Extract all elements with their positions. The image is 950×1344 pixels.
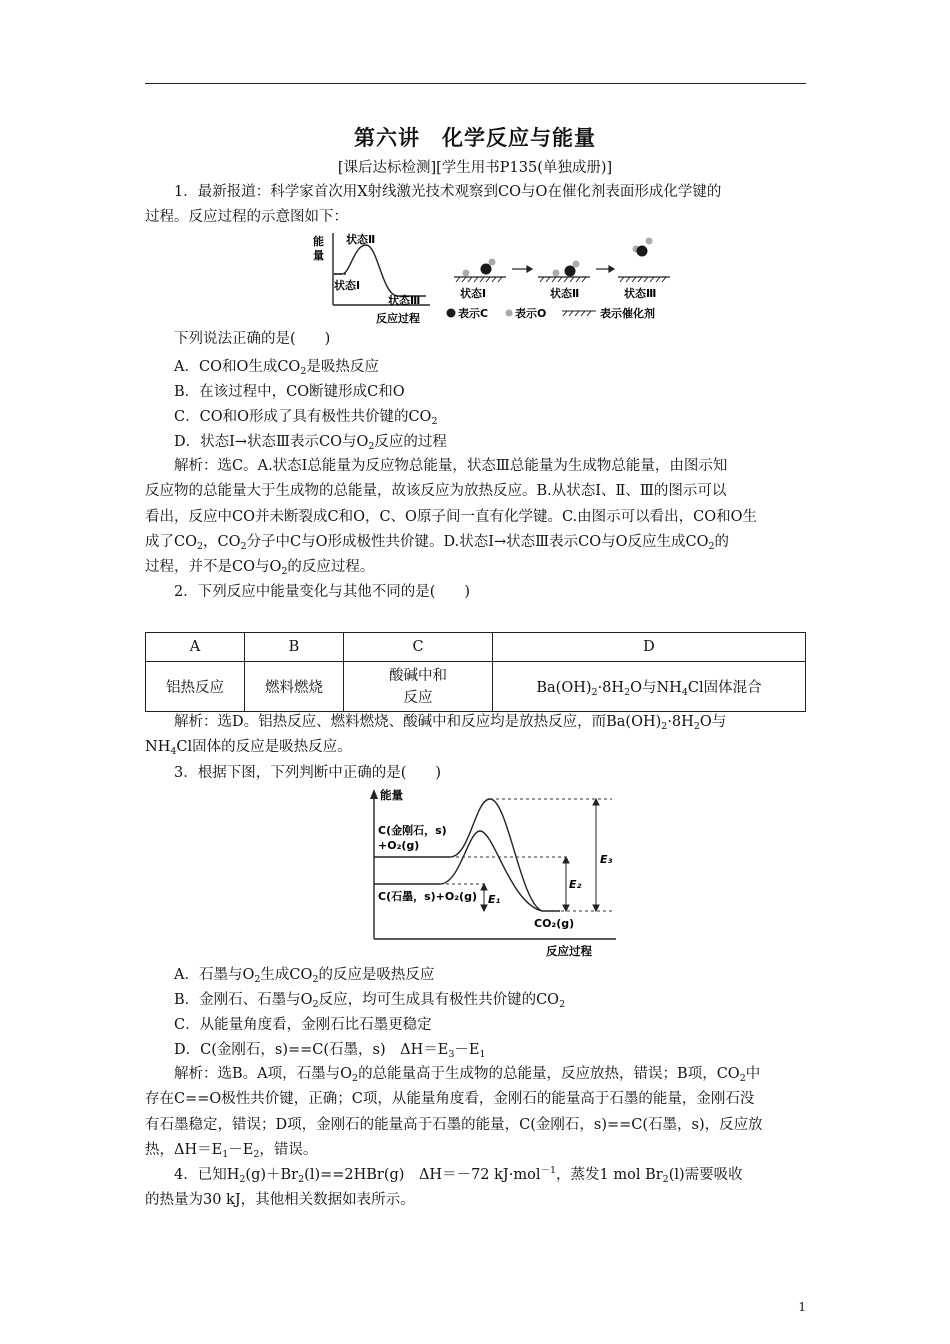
table-header-cell: C	[344, 633, 493, 662]
q1-o-atom	[489, 259, 496, 266]
q1-ask: 下列说法正确的是( )	[174, 331, 331, 347]
q1-o-atom	[646, 238, 653, 245]
q3-figure	[370, 787, 620, 961]
table-cell: 铝热反应	[146, 662, 245, 712]
table-header-cell: B	[245, 633, 344, 662]
q3-fig-x-label: 反应过程	[546, 944, 592, 958]
q4-stem: 4．已知$H_2(g)+Br_2(l)==2HBr(g)$ ΔH＝－72 kJ·mol$^{-1}$，蒸发1 mol $Br_2(l)$需要吸收 的热量为30 kJ，其他相关数据如表所示。	[145, 1165, 743, 1209]
q1-o-atom	[553, 270, 560, 277]
q1-option-b: B．在该过程中，CO断键形成C和O	[174, 384, 405, 400]
q3-fig-y-label: 能量	[380, 788, 403, 802]
q3-option-c: C．从能量角度看，金刚石比石墨更稳定	[174, 1017, 432, 1033]
q1-fig-state2-label: 状态Ⅱ	[346, 233, 376, 246]
legend-c-label: 表示C	[458, 307, 489, 320]
table-cell: 燃料燃烧	[245, 662, 344, 712]
q1-panel-label: 状态Ⅰ	[460, 287, 487, 300]
q3-fig-product-label: CO₂(g)	[534, 917, 575, 930]
q3-fig-e1-label: E₁	[488, 893, 501, 906]
page-number: 1	[798, 1300, 806, 1314]
q3-option-a: A．石墨与$O_2$生成$CO_2$的反应是吸热反应	[174, 967, 435, 985]
legend-c-icon	[447, 309, 456, 318]
legend-o-icon	[506, 310, 513, 317]
q1-stem: 1．最新报道：科学家首次用X射线激光技术观察到CO与O在催化剂表面形成化学键的 过程。反应过程的示意图如下：	[145, 184, 722, 226]
q1-option-d: D．状态Ⅰ→状态Ⅲ表示CO与$O_2$反应的过程	[174, 434, 447, 452]
q1-analysis: 解析：选C。A.状态Ⅰ总能量为反应物总能量，状态Ⅲ总能量为生成物总能量，由图示知 反应物的总能量大于生成物的总能量，故该反应为放热反应。B.从状态Ⅰ、Ⅱ、Ⅲ的图示可以 看出，反应中CO并未断裂成C和O，C、O原子间一直有化学键。C.由图示可以看出，CO和O生 成了$CO_2$，$CO_2$分子中C与O形成极性共价键。D.状态Ⅰ→状态Ⅲ表示CO与O反应生成$CO_2$的 过程，并不是CO与$O_2$的反应过程。	[145, 458, 757, 578]
legend-o-label: 表示O	[515, 307, 547, 320]
q1-c-atom	[481, 264, 492, 275]
q3-fig-graphite-label: C(石墨，s)+O₂(g)	[378, 890, 477, 903]
page-subtitle: [课后达标检测][学生用书P135(单独成册)]	[337, 160, 613, 176]
table-header-cell: D	[493, 633, 806, 662]
q1-c-atom	[565, 266, 576, 277]
q1-panel-label: 状态Ⅱ	[550, 287, 580, 300]
q1-fig-y-label-2: 量	[313, 249, 324, 262]
q1-o-atom	[573, 261, 580, 268]
q1-fig-x-label: 反应过程	[376, 312, 420, 325]
q1-fig-state1-label: 状态Ⅰ	[334, 279, 361, 292]
q2-table	[145, 632, 806, 712]
q3-fig-e2-label: E₂	[569, 878, 582, 891]
q1-panel-label: 状态Ⅲ	[624, 287, 657, 300]
q1-fig-y-label-1: 能	[313, 235, 324, 248]
q3-fig-diamond-label-2: +O₂(g)	[378, 839, 420, 852]
table-header-cell: A	[146, 633, 245, 662]
q1-option-c: C．CO和O形成了具有极性共价键的$CO_2$	[174, 409, 438, 427]
q2-analysis: 解析：选D。铝热反应、燃料燃烧、酸碱中和反应均是放热反应，而$Ba(OH)_2\cdot 8H_2O$与 $NH_4Cl$固体的反应是吸热反应。	[145, 714, 727, 758]
q3-fig-e3-label: E₃	[600, 853, 613, 866]
table-row	[146, 662, 806, 712]
q1-o-atom	[463, 270, 470, 277]
q3-fig-diamond-label: C(金刚石，s)	[378, 824, 447, 837]
q1-c-atom	[637, 246, 648, 257]
q1-option-a: A．CO和O生成$CO_2$是吸热反应	[174, 359, 379, 377]
table-header-row	[146, 633, 806, 662]
q3-analysis: 解析：选B。A项，石墨与$O_2$的总能量高于生成物的总能量，反应放热，错误；B项，$CO_2$中 存在C==O极性共价键，正确；C项，从能量角度看，金刚石的能量高于石墨的能量，金刚石没 有石墨稳定，错误；D项，金刚石的能量高于石墨的能量，C(金刚石，s)==C(石墨，s)，反应放 热，$\Delta H=E_1-E_2$，错误。	[145, 1066, 763, 1160]
q3-option-b: B．金刚石、石墨与$O_2$反应，均可生成具有极性共价键的$CO_2$	[174, 992, 566, 1010]
header-rule	[145, 83, 806, 84]
q1-fig-state3-label: 状态Ⅲ	[388, 294, 421, 307]
q3-stem: 3．根据下图，下列判断中正确的是( )	[174, 765, 442, 781]
table-cell: $Ba(OH)_2\cdot 8H_2O$与$NH_4Cl$固体混合	[493, 662, 806, 712]
table-cell: 酸碱中和 反应	[344, 662, 493, 712]
q1-figure	[310, 229, 690, 325]
q3-option-d: D．C(金刚石，s)==C(石墨，s) $\Delta H=E_3-E_1$	[174, 1042, 486, 1060]
q2-stem: 2．下列反应中能量变化与其他不同的是( )	[174, 584, 471, 600]
page-title: 第六讲 化学反应与能量	[354, 126, 596, 150]
legend-catalyst-label: 表示催化剂	[600, 307, 655, 320]
